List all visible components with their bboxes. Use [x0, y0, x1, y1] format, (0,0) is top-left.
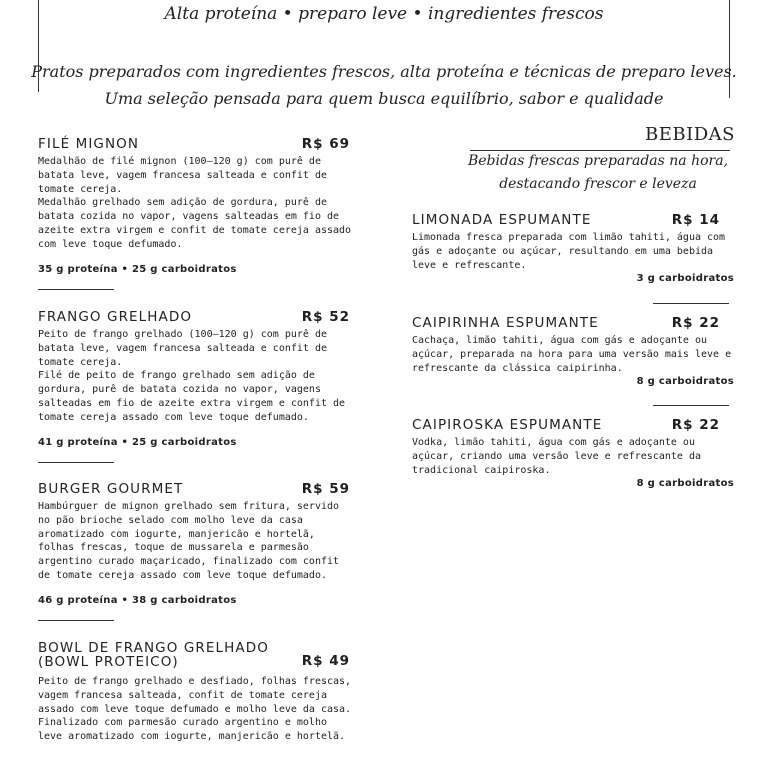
drink-macros: 8 g carboidratos [636, 478, 734, 490]
intro-line-1: Pratos preparados com ingredientes frescos, alta proteína e técnicas de preparo leves. [31, 62, 737, 81]
drink-description: Cachaça, limão tahiti, água com gás e adoçante ou açúcar, preparada na hora para uma versão mais leve e refrescante da clássica caipirinha. [412, 335, 732, 374]
drink-item-limonada [412, 213, 734, 284]
dish-description-detail: Finalizado com parmesão curado argentino e molho leve aromatizado com iogurte, manjericão e hortelã. [38, 717, 346, 743]
menu-tagline: Alta proteína • preparo leve • ingredientes frescos [164, 4, 604, 24]
dish-description: Medalhão de filé mignon (100–120 g) com purê de batata leve, vagem francesa salteada e confit de tomate cereja. [38, 156, 327, 195]
drink-price: R$ 14 [671, 212, 720, 228]
drink-item-caipirinha [412, 316, 734, 387]
dish-price: R$ 69 [301, 136, 350, 152]
dish-price: R$ 52 [301, 309, 350, 325]
dish-name: BOWL DE FRANGO GRELHADO (BOWL PROTEICO) [38, 640, 269, 670]
divider [653, 303, 729, 304]
drink-name: CAIPIROSKA ESPUMANTE [412, 417, 603, 433]
dish-description: Peito de frango grelhado (100–120 g) com purê de batata leve, vagem francesa salteada e confit de tomate cereja. [38, 329, 327, 368]
section-title-bebidas: BEBIDAS [645, 124, 735, 145]
dish-description-detail: Filé de peito de frango grelhado sem adição de gordura, purê de batata cozida no vapor, vagens salteadas em fio de azeite extra virgem e confit de tomate cereja assado com leve toque defumado. [38, 370, 346, 423]
drink-macros: 8 g carboidratos [636, 376, 734, 388]
divider [38, 620, 114, 621]
drink-name: LIMONADA ESPUMANTE [412, 212, 592, 228]
dish-description: Hambúrguer de mignon grelhado sem fritura, servido no pão brioche selado com molho leve da casa aromatizado com iogurte, manjericão e hortelã, folhas frescas, toque de mussarela e parmesão argentino curado maçaricado, finalizado com confit de tomate cereja assado com leve toque defumado. [38, 501, 340, 581]
dish-price: R$ 59 [301, 481, 350, 497]
drink-description: Vodka, limão tahiti, água com gás e adoçante ou açúcar, criando uma versão leve e refrescante da tradicional caipiroska. [412, 437, 701, 476]
drink-description: Limonada fresca preparada com limão tahiti, água com gás e adoçante ou açúcar, resultando em uma bebida leve e refrescante. [412, 232, 726, 271]
dish-macros: 35 g proteína • 25 g carboidratos [38, 263, 237, 275]
menu-item-bowl-proteico [38, 641, 354, 744]
dish-name: BURGER GOURMET [38, 481, 184, 497]
divider [38, 289, 114, 290]
dish-description-detail: Medalhão grelhado sem adição de gordura, purê de batata cozida no vapor, vagens salteadas em fio de azeite extra virgem e confit de tomate cereja assado com leve toque defumado. [38, 197, 352, 250]
drink-item-caipiroska [412, 418, 734, 489]
drink-price: R$ 22 [671, 315, 720, 331]
menu-intro [30, 58, 738, 112]
drink-macros: 3 g carboidratos [636, 273, 734, 285]
menu-item-frango-grelhado [38, 310, 354, 463]
drink-name: CAIPIRINHA ESPUMANTE [412, 315, 599, 331]
dish-price: R$ 49 [301, 653, 350, 669]
menu-item-file-mignon [38, 137, 354, 290]
menu-item-burger-gourmet [38, 482, 354, 621]
drink-price: R$ 22 [671, 417, 720, 433]
dish-description: Peito de frango grelhado e desfiado, folhas frescas, vagem francesa salteada, confit de tomate cereja assado com leve toque defumado e molho leve da casa. [38, 676, 352, 715]
section-subtitle-bebidas: Bebidas frescas preparadas na hora, destacando frescor e leveza [467, 153, 729, 192]
dish-macros: 41 g proteína • 25 g carboidratos [38, 436, 237, 448]
dish-name: FRANGO GRELHADO [38, 309, 193, 325]
dish-name: FILÉ MIGNON [38, 136, 140, 152]
divider [38, 462, 114, 463]
dish-macros: 46 g proteína • 38 g carboidratos [38, 594, 237, 606]
intro-line-2: Uma seleção pensada para quem busca equilíbrio, sabor e qualidade [104, 89, 664, 108]
divider [653, 405, 729, 406]
